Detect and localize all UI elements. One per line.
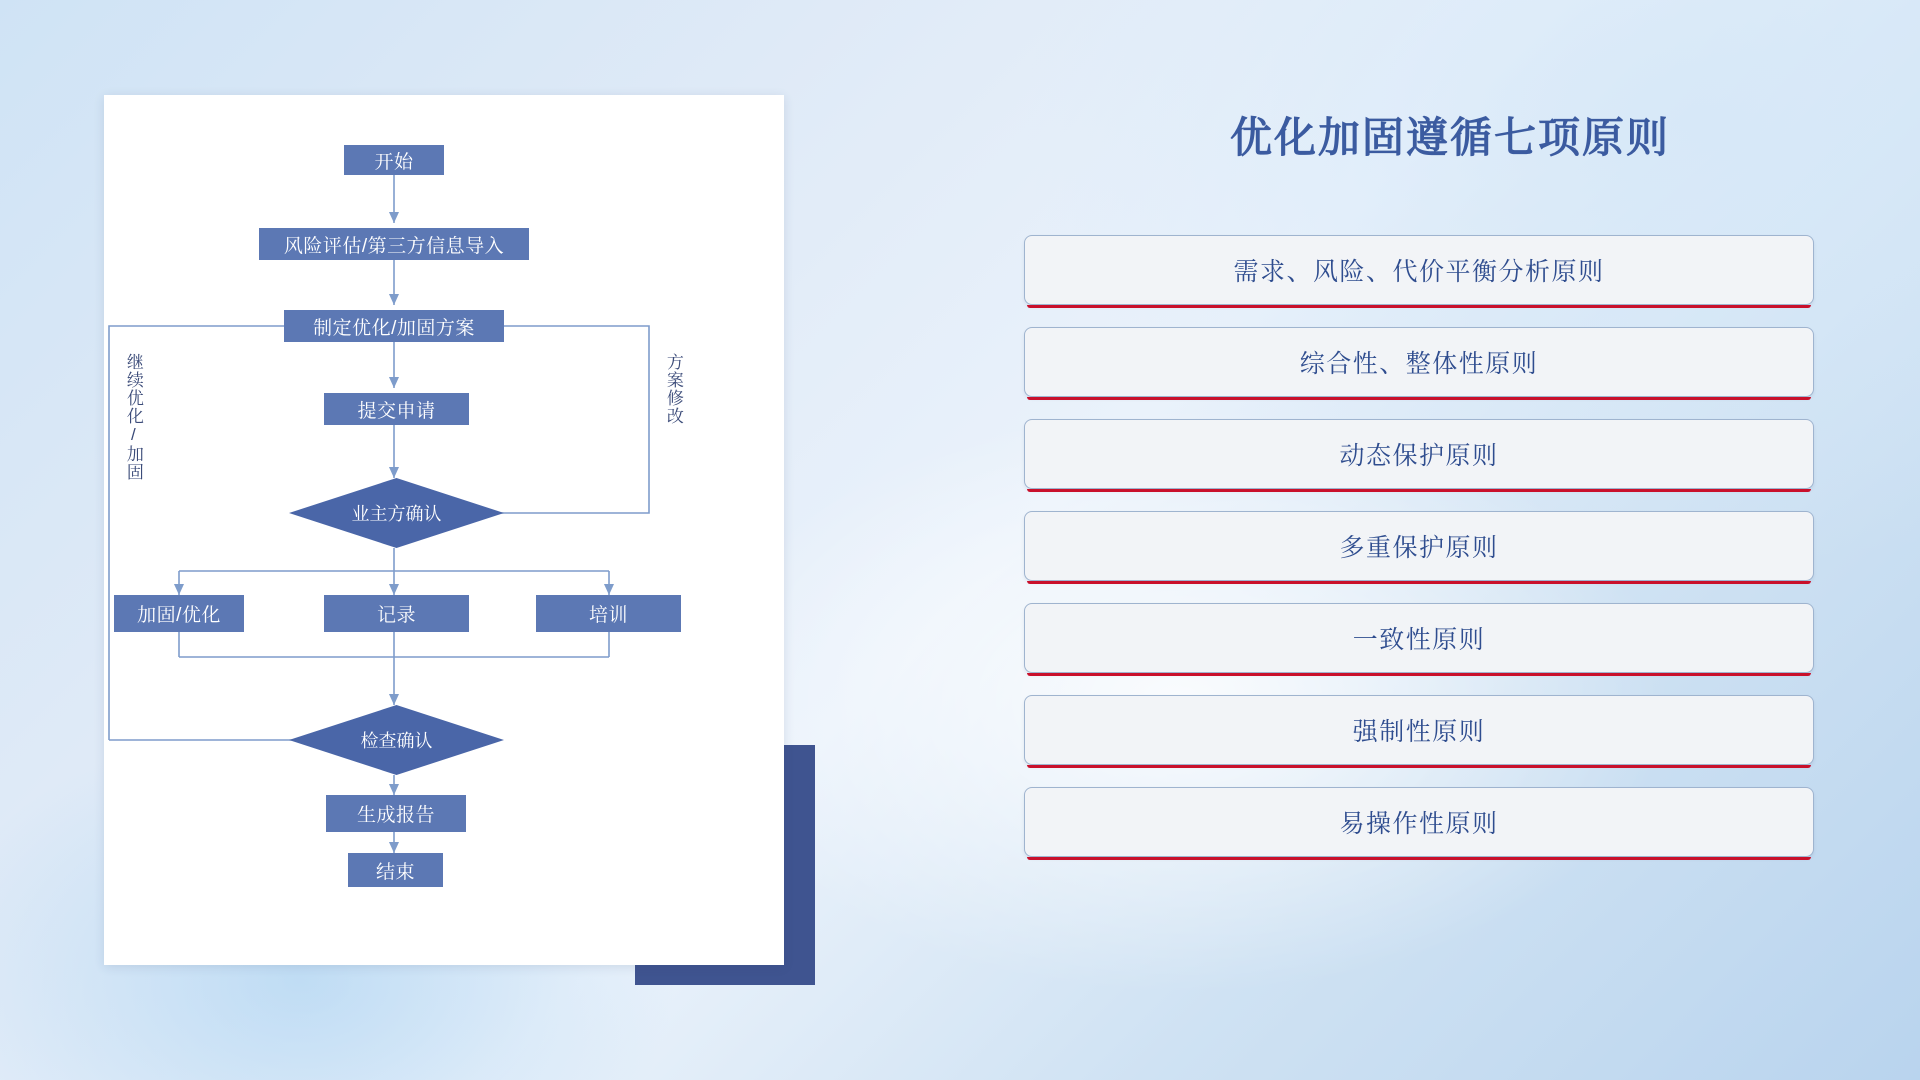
- list-item[interactable]: [1024, 511, 1814, 581]
- flow-node-label: 业主方确认: [351, 504, 442, 524]
- flow-node-label: 制定优化/加固方案: [313, 317, 475, 339]
- flow-node-training[interactable]: [536, 595, 681, 632]
- list-item[interactable]: [1024, 235, 1814, 305]
- flowchart: [104, 95, 784, 965]
- principle-label: 多重保护原则: [1339, 534, 1499, 562]
- flow-node-generate-report[interactable]: [326, 795, 466, 832]
- principle-label: 一致性原则: [1352, 626, 1486, 654]
- flow-node-label: 培训: [588, 605, 628, 626]
- list-item[interactable]: [1024, 327, 1814, 397]
- principle-label: 动态保护原则: [1339, 442, 1499, 470]
- edge-label-plan-revision: 方案修改: [663, 353, 683, 425]
- flow-node-submit-application[interactable]: [324, 393, 469, 425]
- principle-label: 综合性、整体性原则: [1299, 350, 1539, 378]
- flow-node-label: 加固/优化: [137, 605, 221, 626]
- flow-node-label: 生成报告: [356, 805, 435, 826]
- flow-node-end[interactable]: [348, 853, 443, 887]
- list-item[interactable]: [1024, 695, 1814, 765]
- page-title: 优化加固遵循七项原则: [1229, 114, 1670, 161]
- list-item[interactable]: [1024, 787, 1814, 857]
- principles-list: [1024, 235, 1814, 879]
- flow-node-start[interactable]: [344, 145, 444, 175]
- flow-node-label: 结束: [375, 861, 415, 883]
- flowchart-card: [104, 95, 784, 965]
- list-item[interactable]: [1024, 603, 1814, 673]
- edge-label-continue-optimize: 继续优化/加固: [123, 353, 143, 481]
- flow-node-label: 风险评估/第三方信息导入: [283, 235, 505, 257]
- list-item[interactable]: [1024, 419, 1814, 489]
- flow-node-label: 检查确认: [360, 731, 433, 751]
- principle-label: 易操作性原则: [1339, 810, 1499, 838]
- flow-node-owner-confirm[interactable]: [289, 478, 504, 548]
- flow-node-risk-assessment[interactable]: [259, 228, 529, 260]
- flow-node-reinforce-optimize[interactable]: [114, 595, 244, 632]
- flow-node-record[interactable]: [324, 595, 469, 632]
- flow-node-make-plan[interactable]: [284, 310, 504, 342]
- flow-node-label: 提交申请: [357, 400, 436, 422]
- principle-label: 强制性原则: [1352, 718, 1486, 746]
- flow-node-label: 开始: [374, 151, 414, 173]
- flow-node-check-confirm[interactable]: [289, 705, 504, 775]
- principle-label: 需求、风险、代价平衡分析原则: [1233, 258, 1605, 286]
- flow-node-label: 记录: [376, 605, 416, 626]
